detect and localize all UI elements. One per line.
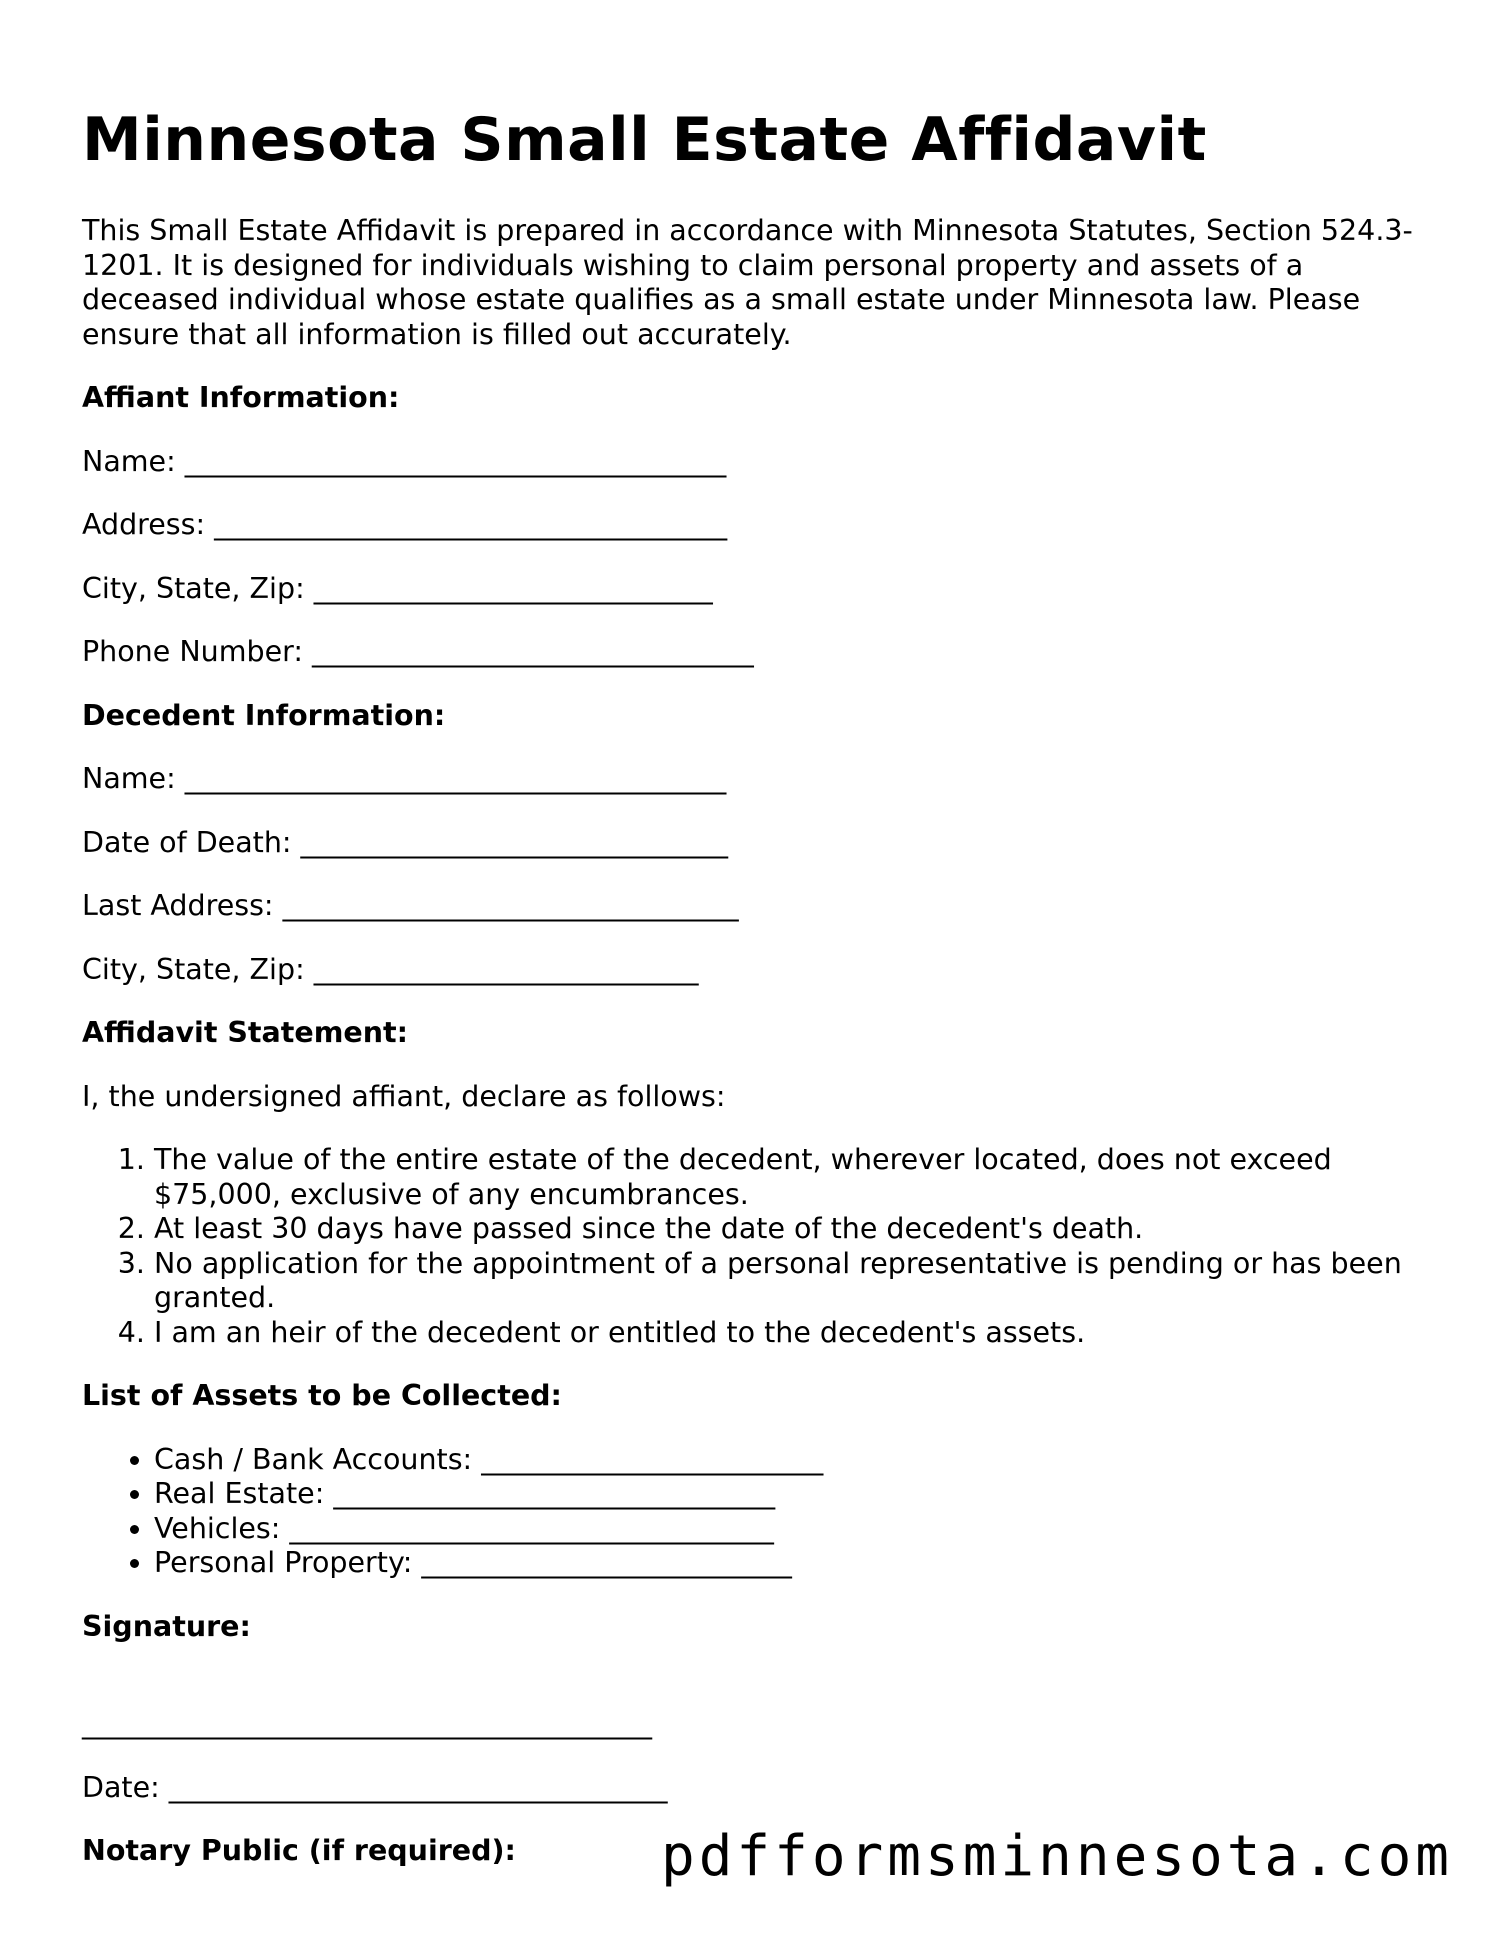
assets-list bbox=[82, 1443, 1422, 1581]
statement-intro: I, the undersigned affiant, declare as follows: bbox=[82, 1079, 726, 1113]
statement-item: 3. No application for the appointment of a personal representative is pending or has been granted. bbox=[154, 1247, 1422, 1316]
statement-item: 1. The value of the entire estate of the decedent, wherever located, does not exceed $75,000, exclusive of any encumbrances. bbox=[154, 1143, 1422, 1212]
statement-item: 2. At least 30 days have passed since the date of the decedent's death. bbox=[154, 1212, 1422, 1247]
decedent-last-address-field[interactable]: Last Address: ________________________________ bbox=[82, 889, 739, 922]
statement-heading: Affidavit Statement: bbox=[82, 1016, 409, 1049]
page-title: Minnesota Small Estate Affidavit bbox=[82, 105, 1207, 175]
affiant-heading: Affiant Information: bbox=[82, 381, 400, 414]
signature-line[interactable]: ________________________________________ bbox=[82, 1707, 652, 1740]
signature-heading: Signature: bbox=[82, 1609, 251, 1643]
affiant-phone-field[interactable]: Phone Number: _______________________________ bbox=[82, 635, 754, 668]
intro-paragraph: This Small Estate Affidavit is prepared in accordance with Minnesota Statutes, Section 524.3-1201. It is designed for individuals wishing to claim personal property and assets of a deceased individual whose estate qualifies as a small estate under Minnesota law. Please ensure that all information is filled out accurately. bbox=[82, 214, 1413, 351]
affiant-name-field[interactable]: Name: ______________________________________ bbox=[82, 444, 727, 478]
assets-heading: List of Assets to be Collected: bbox=[82, 1379, 562, 1412]
watermark: pdfformsminnesota.com bbox=[660, 1824, 1453, 1889]
notary-heading: Notary Public (if required): bbox=[82, 1834, 516, 1867]
affiant-city-state-zip-field[interactable]: City, State, Zip: ____________________________ bbox=[82, 571, 713, 605]
decedent-date-of-death-field[interactable]: Date of Death: ______________________________ bbox=[82, 825, 729, 859]
asset-vehicles-field[interactable]: • Vehicles: __________________________________ bbox=[154, 1512, 1422, 1547]
asset-personal-property-field[interactable]: • Personal Property: __________________________ bbox=[154, 1546, 1422, 1581]
asset-cash-field[interactable]: • Cash / Bank Accounts: ________________________ bbox=[154, 1443, 1422, 1478]
decedent-name-field[interactable]: Name: ______________________________________ bbox=[82, 762, 727, 795]
decedent-heading: Decedent Information: bbox=[82, 698, 446, 732]
decedent-city-state-zip-field[interactable]: City, State, Zip: ___________________________ bbox=[82, 952, 699, 986]
signature-date-field[interactable]: Date: ___________________________________ bbox=[82, 1770, 668, 1804]
document-page bbox=[82, 92, 1422, 1869]
statement-list bbox=[82, 1143, 1422, 1350]
statement-item: 4. I am an heir of the decedent or entitled to the decedent's assets. bbox=[154, 1316, 1422, 1351]
affiant-address-field[interactable]: Address: ____________________________________ bbox=[82, 508, 728, 541]
asset-real-estate-field[interactable]: • Real Estate: _______________________________ bbox=[154, 1477, 1422, 1512]
